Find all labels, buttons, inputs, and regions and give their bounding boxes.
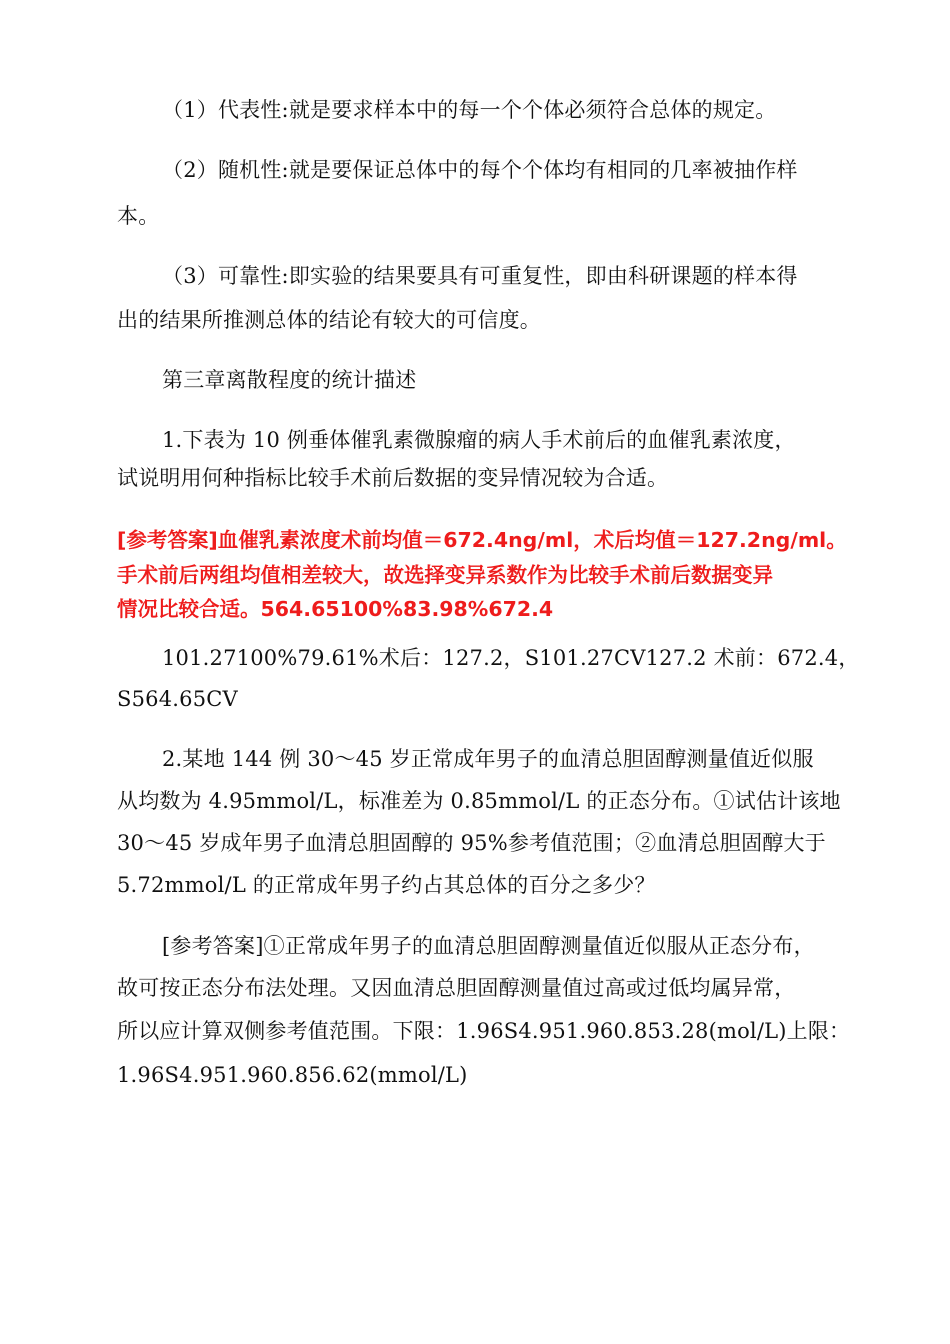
text-line: 本。 bbox=[117, 204, 160, 228]
answer-text: 所以应计算双侧参考值范围。下限：1.96S4.951.960.853.28(mol/L)上限： bbox=[117, 1019, 851, 1043]
question-text: 从均数为 4.95mmol/L，标准差为 0.85mmol/L 的正态分布。①试估计该地 bbox=[117, 789, 841, 813]
question-text: 1.下表为 10 例垂体催乳素微腺瘤的病人手术前后的血催乳素浓度， bbox=[162, 428, 796, 452]
answer-text: 故可按正态分布法处理。又因血清总胆固醇测量值过高或过低均属异常， bbox=[117, 976, 796, 1000]
text-line: （2）随机性:就是要保证总体中的每个个体均有相同的几率被抽作样 bbox=[162, 158, 798, 182]
answer-text: [参考答案]血催乳素浓度术前均值＝672.4ng/ml，术后均值＝127.2ng/ml。 bbox=[117, 528, 847, 552]
chapter-heading: 第三章离散程度的统计描述 bbox=[162, 368, 417, 392]
question-text: 试说明用何种指标比较手术前后数据的变异情况较为合适。 bbox=[117, 466, 669, 490]
formula-text: 101.27100%79.61%术后：127.2，S101.27CV127.2 术前：672.4， bbox=[162, 646, 860, 670]
answer-text: 手术前后两组均值相差较大，故选择变异系数作为比较手术前后数据变异 bbox=[117, 563, 773, 587]
question-text: 5.72mmol/L 的正常成年男子约占其总体的百分之多少？ bbox=[117, 873, 656, 897]
text-line: （3）可靠性:即实验的结果要具有可重复性，即由科研课题的样本得 bbox=[162, 264, 798, 288]
question-text: 30～45 岁成年男子血清总胆固醇的 95%参考值范围；②血清总胆固醇大于 bbox=[117, 831, 826, 855]
answer-text: [参考答案]①正常成年男子的血清总胆固醇测量值近似服从正态分布， bbox=[162, 934, 815, 958]
text-line: 出的结果所推测总体的结论有较大的可信度。 bbox=[117, 308, 541, 332]
answer-text: 情况比较合适。564.65100%83.98%672.4 bbox=[117, 597, 554, 621]
answer-text: 1.96S4.951.960.856.62(mmol/L) bbox=[117, 1063, 468, 1087]
question-text: 2.某地 144 例 30～45 岁正常成年男子的血清总胆固醇测量值近似服 bbox=[162, 747, 814, 771]
text-line: （1）代表性:就是要求样本中的每一个个体必须符合总体的规定。 bbox=[162, 98, 777, 122]
formula-text: S564.65CV bbox=[117, 687, 238, 711]
